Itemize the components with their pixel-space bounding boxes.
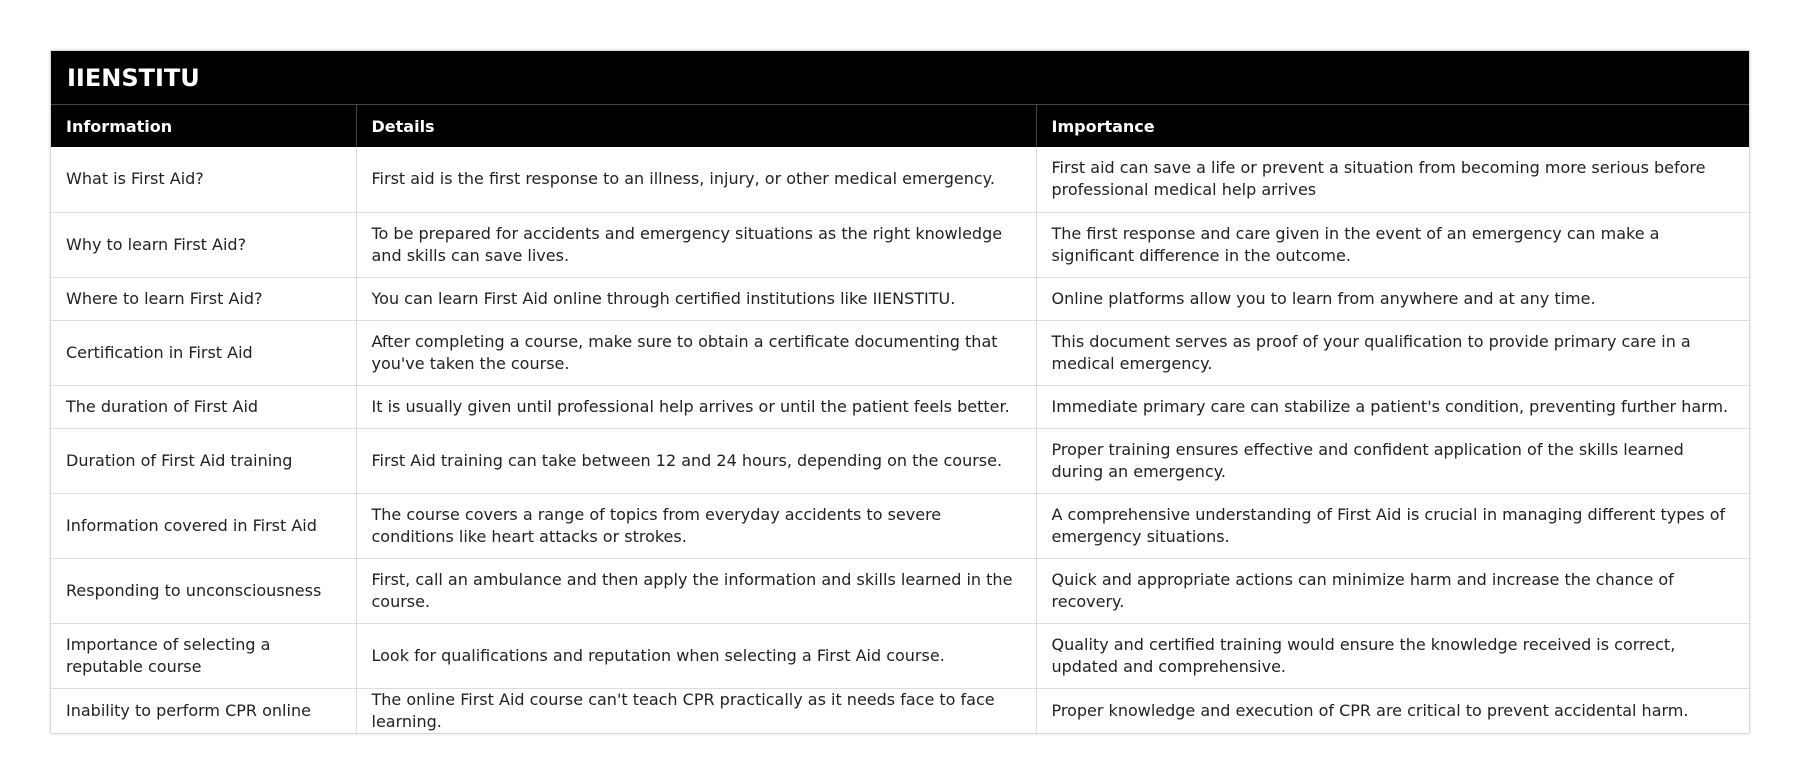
cell-information: Importance of selecting a reputable course — [51, 623, 356, 688]
cell-details: After completing a course, make sure to obtain a certificate documenting that you've taken the course. — [356, 320, 1036, 385]
table-row — [51, 212, 1749, 277]
table-row — [51, 277, 1749, 320]
cell-details: To be prepared for accidents and emergency situations as the right knowledge and skills can save lives. — [356, 212, 1036, 277]
cell-details: You can learn First Aid online through certified institutions like IIENSTITU. — [356, 277, 1036, 320]
cell-importance: Quick and appropriate actions can minimize harm and increase the chance of recovery. — [1036, 558, 1749, 623]
cell-importance: Proper knowledge and execution of CPR are critical to prevent accidental harm. — [1051, 700, 1689, 720]
table-row — [51, 558, 1749, 623]
cell-details: Look for qualifications and reputation when selecting a First Aid course. — [356, 623, 1036, 688]
cell-information: Information covered in First Aid — [51, 493, 356, 558]
cell-information: Duration of First Aid training — [51, 428, 356, 493]
header-importance: Importance — [1036, 105, 1749, 147]
cell-importance: Immediate primary care can stabilize a patient's condition, preventing further harm. — [1036, 385, 1749, 428]
header-information: Information — [51, 105, 356, 147]
cell-information: Certification in First Aid — [51, 320, 356, 385]
table-row — [51, 493, 1749, 558]
table-body — [51, 147, 1749, 733]
cell-importance: This document serves as proof of your qualification to provide primary care in a medical emergency. — [1036, 320, 1749, 385]
cell-details: It is usually given until professional help arrives or until the patient feels better. — [356, 385, 1036, 428]
cell-importance: Proper training ensures effective and confident application of the skills learned during an emergency. — [1036, 428, 1749, 493]
cell-information: Inability to perform CPR online — [51, 688, 356, 733]
table-row — [51, 623, 1749, 688]
cell-importance: The first response and care given in the event of an emergency can make a significant difference in the outcome. — [1036, 212, 1749, 277]
cell-information: Where to learn First Aid? — [51, 277, 356, 320]
info-table-card — [50, 50, 1750, 734]
cell-details: First aid is the first response to an illness, injury, or other medical emergency. — [356, 147, 1036, 212]
cell-information: Responding to unconsciousness — [51, 558, 356, 623]
cell-information: The duration of First Aid — [51, 385, 356, 428]
cell-importance: A comprehensive understanding of First Aid is crucial in managing different types of emergency situations. — [1036, 493, 1749, 558]
table-row — [51, 147, 1749, 212]
cell-importance: Quality and certified training would ensure the knowledge received is correct, updated and comprehensive. — [1036, 623, 1749, 688]
cell-information: What is First Aid? — [51, 147, 356, 212]
cell-importance: First aid can save a life or prevent a situation from becoming more serious before professional medical help arrives — [1036, 147, 1749, 212]
header-row — [51, 105, 1749, 147]
cell-information: Why to learn First Aid? — [51, 212, 356, 277]
table-row — [51, 320, 1749, 385]
table-row — [51, 385, 1749, 428]
table-header — [51, 105, 1749, 147]
table-row — [51, 688, 1749, 733]
header-details: Details — [356, 105, 1036, 147]
cell-details: The online First Aid course can't teach CPR practically as it needs face to face learning. — [356, 688, 1036, 733]
cell-details: The course covers a range of topics from everyday accidents to severe conditions like heart attacks or strokes. — [356, 493, 1036, 558]
cell-importance: Online platforms allow you to learn from anywhere and at any time. — [1036, 277, 1749, 320]
table-row — [51, 428, 1749, 493]
brand-title: IIENSTITU — [51, 51, 1749, 105]
first-aid-table — [51, 105, 1749, 733]
cell-details: First Aid training can take between 12 and 24 hours, depending on the course. — [356, 428, 1036, 493]
cell-details: First, call an ambulance and then apply the information and skills learned in the course. — [356, 558, 1036, 623]
